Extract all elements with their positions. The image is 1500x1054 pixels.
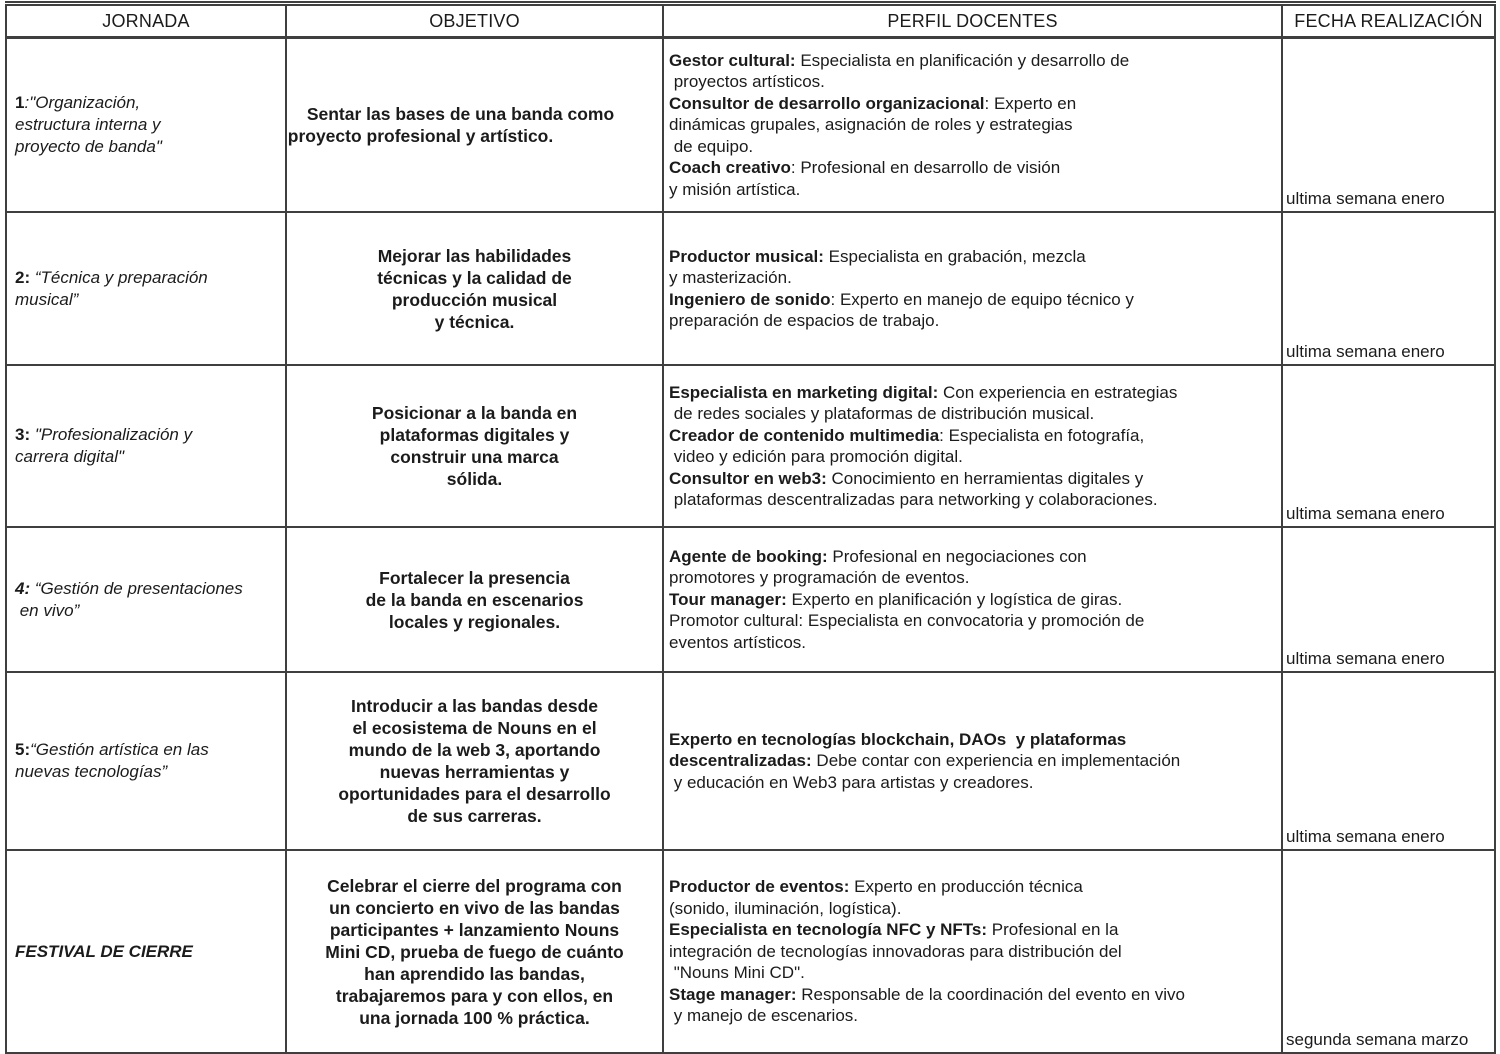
program-schedule-table	[5, 1, 1496, 1054]
cell-fecha-realizacion	[1282, 527, 1495, 672]
fecha-text: ultima semana enero	[1286, 827, 1445, 846]
table-row	[6, 672, 1495, 850]
table-row	[6, 850, 1495, 1053]
header-perfil-docentes: PERFIL DOCENTES	[663, 4, 1282, 38]
cell-fecha-realizacion	[1282, 212, 1495, 365]
cell-perfil-docentes-text: Experto en tecnologías blockchain, DAOs y plataformas descentralizadas: Debe contar con experiencia en implementación y educación en Web3 para artistas y creadores.	[669, 729, 1181, 792]
cell-perfil-docentes-text: Gestor cultural: Especialista en planificación y desarrollo de proyectos artísticos. Consultor de desarrollo organizacional: Experto en dinámicas grupales, asignación de roles y estrategias de equipo. Coach creativo: Profesional en desarrollo de visión y misión artística.	[669, 50, 1130, 199]
cell-jornada	[6, 672, 286, 850]
cell-objetivo-text: Posicionar a la banda en plataformas digitales y construir una marca sólida.	[371, 403, 578, 489]
cell-objetivo-text: Mejorar las habilidades técnicas y la calidad de producción musical y técnica.	[377, 245, 572, 332]
cell-jornada	[6, 527, 286, 672]
cell-objetivo	[286, 38, 663, 213]
cell-fecha-realizacion	[1282, 365, 1495, 527]
cell-jornada-text: 4: “Gestión de presentaciones en vivo”	[15, 578, 243, 620]
cell-objetivo	[286, 672, 663, 850]
cell-fecha-realizacion	[1282, 672, 1495, 850]
cell-jornada	[6, 365, 286, 527]
cell-objetivo	[286, 365, 663, 527]
cell-jornada-text: 1:"Organización, estructura interna y proyecto de banda"	[15, 93, 162, 156]
table-row	[6, 527, 1495, 672]
cell-fecha-realizacion	[1282, 850, 1495, 1053]
cell-perfil-docentes	[663, 850, 1282, 1053]
cell-perfil-docentes-text: Agente de booking: Profesional en negociaciones con promotores y programación de eventos. Tour manager: Experto en planificación y logística de giras. Promotor cultural: Especialista en convocatoria y promoción de eventos artísticos.	[669, 546, 1145, 652]
cell-jornada-text: 2: “Técnica y preparación musical”	[15, 267, 208, 309]
table-header-row	[6, 4, 1495, 38]
fecha-text: segunda semana marzo	[1286, 1030, 1469, 1049]
cell-jornada	[6, 212, 286, 365]
fecha-text: ultima semana enero	[1286, 189, 1445, 208]
cell-objetivo	[286, 527, 663, 672]
cell-jornada-text: 3: "Profesionalización y carrera digital"	[15, 425, 193, 466]
cell-objetivo	[286, 850, 663, 1053]
table-row	[6, 212, 1495, 365]
header-fecha-realizacion: FECHA REALIZACIÓN	[1282, 4, 1495, 38]
cell-perfil-docentes	[663, 38, 1282, 213]
cell-perfil-docentes-text: Productor musical: Especialista en grabación, mezcla y masterización. Ingeniero de sonido: Experto en manejo de equipo técnico y preparación de espacios de trabajo.	[669, 246, 1134, 330]
cell-perfil-docentes	[663, 365, 1282, 527]
cell-jornada-text: FESTIVAL DE CIERRE	[15, 941, 193, 961]
cell-objetivo-text: Celebrar el cierre del programa con un concierto en vivo de las bandas participantes + lanzamiento Nouns Mini CD, prueba de fuego de cuánto han aprendido las bandas, trabajaremos para y con ellos, en una jornada 100 % práctica.	[325, 875, 624, 1028]
table-row	[6, 38, 1495, 213]
fecha-text: ultima semana enero	[1286, 504, 1445, 523]
cell-jornada	[6, 850, 286, 1053]
header-objetivo: OBJETIVO	[286, 4, 663, 38]
fecha-text: ultima semana enero	[1286, 649, 1445, 668]
cell-objetivo	[286, 212, 663, 365]
fecha-text: ultima semana enero	[1286, 342, 1445, 361]
table-row	[6, 365, 1495, 527]
cell-perfil-docentes	[663, 527, 1282, 672]
cell-perfil-docentes-text: Productor de eventos: Experto en producción técnica (sonido, iluminación, logística). Especialista en tecnología NFC y NFTs: Profesional en la integración de tecnologías innovadoras para distribución del "Nouns Mini CD". Stage manager: Responsable de la coordinación del evento en vivo y manejo de escenarios.	[669, 877, 1185, 1026]
cell-objetivo-text: Introducir a las bandas desde el ecosistema de Nouns en el mundo de la web 3, aportando nuevas herramientas y oportunidades para el desarrollo de sus carreras.	[338, 696, 611, 826]
cell-objetivo-text: Sentar las bases de una banda como proyecto profesional y artístico.	[287, 104, 615, 146]
cell-jornada-text: 5:“Gestión artística en las nuevas tecnologías”	[15, 740, 209, 781]
header-jornada: JORNADA	[6, 4, 286, 38]
cell-objetivo-text: Fortalecer la presencia de la banda en escenarios locales y regionales.	[365, 567, 584, 632]
cell-perfil-docentes	[663, 672, 1282, 850]
cell-perfil-docentes-text: Especialista en marketing digital: Con experiencia en estrategias de redes sociales y plataformas de distribución musical. Creador de contenido multimedia: Especialista en fotografía, video y edición para promoción digital. Consultor en web3: Conocimiento en herramientas digitales y plataformas descentralizadas para networking y colaboraciones.	[669, 382, 1178, 509]
cell-perfil-docentes	[663, 212, 1282, 365]
cell-fecha-realizacion	[1282, 38, 1495, 213]
